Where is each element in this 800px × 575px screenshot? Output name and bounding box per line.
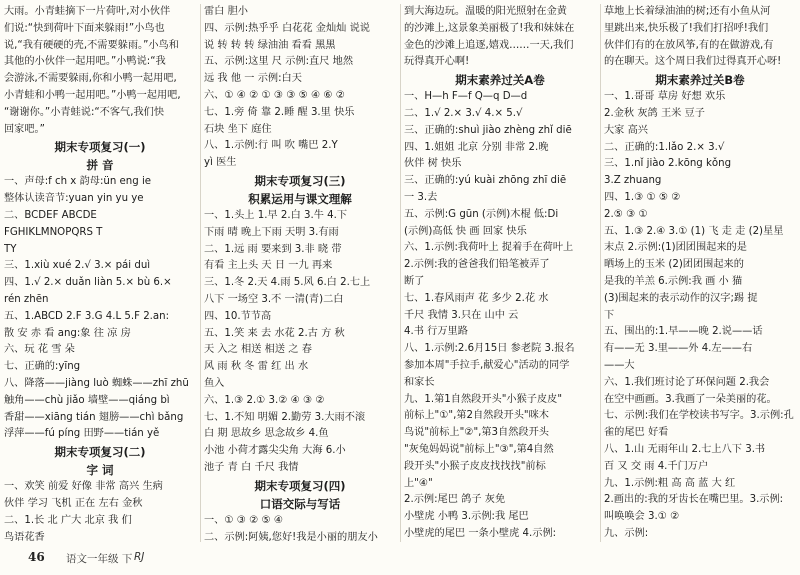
answer-line: 浮萍——fú píng 田野——tián yě	[4, 428, 160, 440]
column-4	[604, 4, 796, 544]
answer-line: 三、1.xiù xué 2.√ 3.× pái duì	[4, 260, 151, 272]
answer-line: 里跳出来,快乐极了!我们打招呼!我们	[604, 22, 769, 34]
answer-line: 大雨。小青蛙摘下一片荷叶,对小伙伴	[4, 6, 171, 17]
answer-line: 叫唤唤会 3.① ②	[604, 511, 680, 523]
answer-line: rén zhēn	[4, 293, 49, 305]
answer-line: 七、正确的:yīng	[4, 361, 81, 373]
column-3	[404, 4, 596, 544]
section-heading: 积累运用与课文理解	[248, 191, 352, 206]
answer-line: 八下 一场空 3.不 一清(青)二白	[204, 293, 344, 305]
page-footer	[0, 548, 800, 570]
answer-line: 远 我 他 一 示例:白天	[204, 73, 302, 85]
answer-line: 下	[604, 309, 615, 321]
answer-line: 一、1.哥哥 草房 好想 欢乐	[604, 91, 726, 103]
answer-line: 四、1.姐姐 北京 分别 非常 2.晚	[404, 141, 549, 153]
section-heading: 期末专项复习(一)	[54, 140, 146, 155]
answer-line: 九、1.示例:粗 高 高 蓝 大 红	[604, 477, 736, 489]
answer-line: 七、1.不知 明媚 2.勤劳 3.大雨不滚	[204, 411, 366, 423]
answer-line: 一、1.头上 1.早 2.白 3.牛 4.下	[204, 209, 348, 221]
answer-line: 的沙滩上,这景象美丽极了!我和妹妹在	[404, 22, 575, 34]
answer-line: 五、示例:G gūn (示例)木棍 低:Di	[404, 208, 559, 220]
answer-line: 一、H—h F—f Q—q D—d	[404, 91, 528, 103]
answer-line: 和家长	[404, 376, 435, 388]
answer-line: 整体认读音节:yuan yin yu ye	[4, 193, 144, 205]
answer-line: 小壁虎 小鸭 3.示例:我 尾巴	[404, 511, 529, 523]
answer-line: 触角——chù jiǎo 墙壁——qiáng bì	[4, 394, 170, 406]
answer-line: 八、1.山 无雨年山 2.七上八下 3.书	[604, 443, 766, 455]
answer-line: 2.画出的:我的牙齿长在嘴巴里。3.示例:	[604, 494, 784, 506]
answer-line: 伙伴们有的在放风筝,有的在做游戏,有	[604, 39, 774, 51]
answer-line: 一、① ③ ② ⑤ ④	[204, 514, 283, 526]
answer-line: 2.金秋 灰鸽 王米 豆子	[604, 107, 705, 119]
answer-line: 2.示例:尾巴 鸽子 灰免	[404, 494, 506, 506]
section-heading: 期末素养过关B卷	[655, 73, 745, 88]
answer-line: 小池 小荷才露尖尖角 大海 6.小	[204, 445, 346, 457]
answer-line: 到大海边玩。温暖的阳光照射在金黄	[404, 6, 567, 17]
answer-line: ——大	[604, 359, 635, 371]
answer-line: 玩得真开心啊!	[404, 56, 470, 68]
answer-line: 伙伴 树 快乐	[404, 158, 462, 170]
answer-line: 前标上"①",第2自然段开头"咪木	[404, 410, 549, 422]
subject-label: 语文一年级 下	[66, 553, 133, 565]
answer-line: 的在聊天。这个周日我们过得真开心呀!	[604, 56, 782, 68]
answer-line: 四、示例:热乎乎 白花花 金灿灿 说说	[204, 22, 370, 34]
answer-line: (3)围起来的表示动作的汉字;踢 捉	[604, 292, 758, 304]
answer-line	[404, 543, 596, 544]
answer-line: 大家 高兴	[604, 124, 648, 136]
answer-line: 伙伴 学习 飞机 正在 左右 金秋	[4, 497, 143, 509]
answer-line: 风 雨 秋 冬 雷 红 出 水	[204, 361, 309, 373]
answer-line: 上"④"	[404, 477, 433, 489]
answer-line: 七、1.旁 倚 靠 2.睡 醒 3.里 快乐	[204, 106, 355, 118]
answer-line: 们说:“快到荷叶下面来躲雨!”小鸟也	[4, 22, 165, 34]
answer-line: 三、1.冬 2.天 4.雨 5.风 6.白 2.七上	[204, 277, 371, 289]
answer-line: 说,“我有硬硬的壳,不需要躲雨。”小鸟和	[4, 39, 179, 51]
answer-line: 2.⑤ ③ ①	[604, 208, 648, 220]
answer-line: 八、降落——jiàng luò 蜘蛛——zhī zhū	[4, 377, 189, 389]
answer-line: 四、1.③ ① ⑤ ②	[604, 191, 681, 203]
answer-line: 天 入之 相送 相送 之 春	[204, 344, 312, 356]
section-heading: 期末专项复习(四)	[254, 478, 346, 493]
answer-line: FGHIKLMNOPQRS T	[4, 226, 103, 238]
answer-line: 鱼入	[204, 377, 225, 389]
answer-line: 七、1.春风雨声 花 多少 2.花 水	[404, 292, 549, 304]
answer-line: 一、欢笑 前爱 好像 非常 高兴 生病	[4, 481, 163, 493]
answer-line: yì 医生	[204, 157, 237, 169]
answer-line: 3.Z zhuang	[604, 175, 662, 187]
answer-line: 五、1.ABCD 2.F 3.G 4.L 5.F 2.an:	[4, 310, 170, 322]
answer-line: 段开头"小猴子皮皮找找找"前标	[404, 460, 546, 472]
answer-line: 五、示例:这里 尺 示例:直尺 地然	[204, 56, 354, 68]
answer-line: 二、示例:阿姨,您好!我是小丽的朋友小	[204, 531, 378, 543]
answer-line: 二、1.√ 2.× 3.√ 4.× 5.√	[404, 107, 523, 119]
answer-line: 在空中画画。3.我画了一朵美丽的花。	[604, 393, 777, 405]
answer-line: 一、声母:f ch x 韵母:ün eng ie	[4, 176, 152, 188]
column-divider	[200, 4, 201, 542]
answer-line: 金色的沙滩上追逐,嬉戏……一天,我们	[404, 39, 574, 51]
column-divider	[400, 4, 401, 542]
answer-line: 五、围出的:1.早——晚 2.说——话	[604, 326, 763, 338]
answer-line: 池子 青 白 千尺 我情	[204, 461, 299, 473]
answer-line: 说 转 转 转 绿油油 看看 黑黑	[204, 39, 336, 51]
answer-line: 六、玩 花 雪 朵	[4, 344, 75, 356]
answer-line: 晒场上的玉米 (2)团团围起来的	[604, 259, 744, 271]
answer-line: 有——无 3.里——外 4.左——右	[604, 343, 753, 355]
answer-line: 有看 主上头 天 日 一九 再来	[204, 260, 333, 272]
answer-line: 二、正确的:1.lǎo 2.× 3.√	[604, 141, 725, 153]
answer-line: 白 期 思故乡 思念故乡 4.鱼	[204, 428, 329, 440]
answer-line	[604, 543, 796, 544]
answer-line: 六、1.示例:我荷叶上 捉着手在荷叶上	[404, 242, 574, 254]
page-number: 46	[28, 550, 45, 564]
column-2	[204, 4, 396, 544]
answer-line: 九、示例:	[604, 527, 649, 539]
column-divider	[600, 4, 601, 542]
answer-line: 二、BCDEF ABCDE	[4, 209, 97, 221]
answer-line: 4.书 行万里路	[404, 326, 468, 338]
answer-line: 千尺 我情 3.只在 山中 云	[404, 309, 519, 321]
column-1	[4, 4, 196, 544]
section-heading: 拼 音	[86, 158, 114, 173]
section-heading: 期末专项复习(二)	[54, 445, 146, 460]
answer-line: 雀的尾巴 好看	[604, 427, 669, 439]
answer-line: 鸟说"前标上"②",第3自然段开头	[404, 427, 549, 439]
answer-line: "灰兔妈妈说"前标上"③",第4自然	[404, 443, 554, 455]
answer-line: 下雨 晴 晚上下雨 天明 3.有雨	[204, 226, 339, 238]
answer-line: 五、1.笑 来 去 水花 2.古 方 秋	[204, 327, 345, 339]
answer-line: 三、正确的:shuì jiào zhèng zhǐ diē	[404, 124, 572, 136]
answer-line: 散 安 赤 看 ang:象 往 凉 房	[4, 327, 131, 339]
answer-line: 其他的小伙伴一起用吧。”小鸭说:“我	[4, 56, 166, 68]
answer-line: 九、1.第1自然段开头"小猴子皮皮"	[404, 393, 563, 405]
edition-label: RJ	[134, 551, 145, 563]
answer-line: 四、10.节节高	[204, 310, 272, 322]
answer-line: TY	[4, 243, 17, 255]
answer-line: 是我的羊羔 6.示例:我 画 小 猫	[604, 275, 743, 287]
section-heading: 期末素养过关A卷	[455, 73, 545, 88]
answer-line: 香甜——xiāng tián 翅膀——chì bǎng	[4, 411, 184, 423]
answer-line: 石块 坐下 庭住	[204, 123, 272, 135]
section-heading: 期末专项复习(三)	[254, 173, 346, 188]
answer-line: 末点 2.示例:(1)团团围起来的是	[604, 242, 747, 254]
answer-line: “谢谢你。”小青蛙说:“不客气,我们快	[4, 106, 165, 118]
answer-line: 百 又 交 雨 4.千门万户	[604, 460, 709, 472]
answer-line: 七、示例:我们在学校读书写字。3.示例:孔	[604, 410, 794, 422]
answer-line: 八、1.示例:行 叫 吹 嘴巴 2.Y	[204, 140, 338, 152]
answer-line: 会游泳,不需要躲雨,你和小鸭一起用吧,	[4, 73, 177, 85]
answer-line: 六、1.我们班讨论了环保问题 2.我会	[604, 376, 770, 388]
section-heading: 口语交际与写话	[259, 496, 341, 511]
answer-line: 小壁虎的尾巴 一条小壁虎 4.示例:	[404, 527, 557, 539]
answer-line: 草地上长着绿油油的树;还有小鱼从河	[604, 6, 771, 17]
answer-line: 回家吧。”	[4, 123, 45, 135]
answer-line: 一 3.去	[404, 191, 438, 203]
answer-line: 二、1.长 北 广大 北京 我 们	[4, 514, 132, 526]
answer-line: 四、1.√ 2.× duǎn liàn 5.× bù 6.×	[4, 277, 172, 289]
section-heading: 字 词	[86, 463, 114, 478]
answer-line: 三、正确的:yú kuài zhōng zhī diē	[404, 175, 567, 187]
answer-line: 三、1.nǐ jiào 2.kōng kǒng	[604, 158, 732, 170]
answer-line: 八、1.示例:2.6月15日 参老院 3.报名	[404, 343, 575, 355]
answer-line: 六、① ④ ② ① ③ ③ ⑤ ④ ⑥ ②	[204, 89, 345, 101]
answer-line: 2.示例:我的爸爸我们铅笔被弄了	[404, 259, 550, 271]
answer-line: 雷白 胆小	[204, 6, 248, 17]
answer-line: 断了	[404, 275, 425, 287]
answer-line: 五、1.③ 2.④ 3.① (1) 飞 走 走 (2)星星	[604, 225, 784, 237]
answer-line: 鸟语花香	[4, 531, 45, 543]
answer-line: 参加本周"手拉手,献爱心"活动的同学	[404, 359, 570, 371]
answer-line: (示例)高低 快 画 回家 快乐	[404, 225, 527, 237]
answer-line: 小青蛙和小鸭一起用吧。”小鸭一起用吧,	[4, 89, 181, 101]
answer-line: 二、1.远 雨 要来到 3.非 晓 带	[204, 243, 342, 255]
answer-line: 六、1.③ 2.① 3.② ④ ③ ②	[204, 394, 325, 406]
